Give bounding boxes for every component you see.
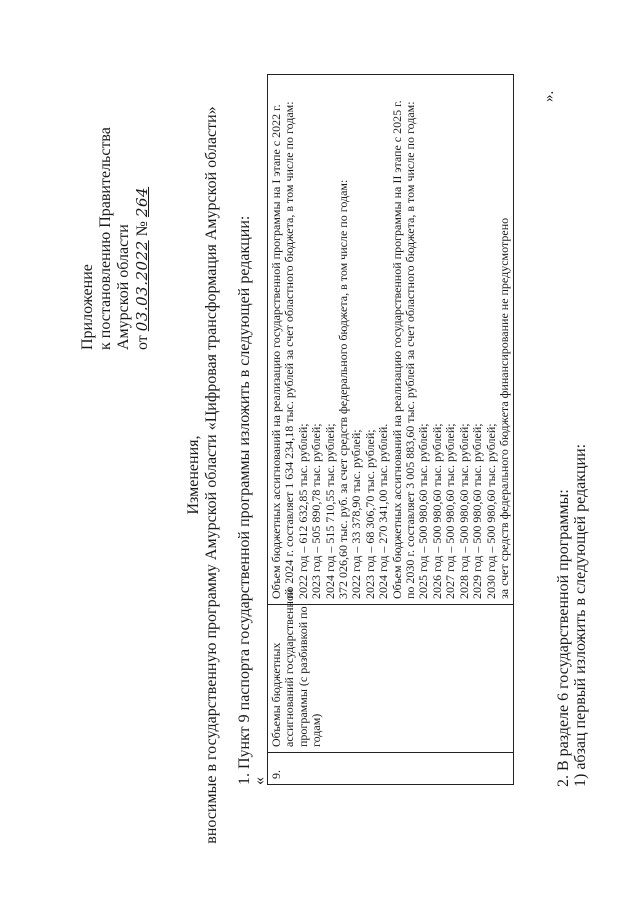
- content-line: 2028 год – 500 980,60 тыс. рублей;: [456, 423, 471, 599]
- row-name-line: программы (с разбивкой по: [295, 606, 310, 747]
- appendix-label: Приложение: [79, 264, 96, 350]
- content-line: 2023 год – 68 306,70 тыс. рублей;: [362, 429, 377, 599]
- content-line: Объем бюджетных ассигнований на реализацию государственной программы на I этапе с 2022 г.: [269, 104, 283, 599]
- content-line: 2024 год – 270 341,00 тыс. рублей.: [376, 423, 391, 599]
- date-prefix: от: [134, 335, 151, 350]
- content-line: 2022 год – 612 632,85 тыс. рублей;: [295, 423, 310, 599]
- region-name: Амурской области: [115, 224, 132, 350]
- row-name-cell: [268, 588, 514, 753]
- row-name-line: годам): [309, 713, 324, 747]
- row-number: 9.: [268, 753, 514, 785]
- handwritten-date: 03.03.2022: [133, 240, 151, 332]
- content-line: по 2024 г. составляет 1 634 234,18 тыс. рублей за счет областного бюджета, в том числе по годам:: [282, 101, 297, 599]
- content-line: 2026 год – 500 980,60 тыс. рублей;: [429, 423, 444, 599]
- item-1-text: 1. Пункт 9 паспорта государственной программы изложить в следующей редакции:: [236, 215, 253, 785]
- content-line: 372 026,60 тыс. руб. за счет средств федерального бюджета, в том числе по годам:: [336, 179, 351, 599]
- content-line: 2030 год – 500 980,60 тыс. рублей;: [483, 423, 498, 599]
- content-line: за счет средств федерального бюджета финансирование не предусмотрено: [496, 217, 511, 599]
- item-2-subitem: 1) абзац первый изложить в следующей редакции:: [572, 443, 589, 787]
- content-line: 2027 год – 500 980,60 тыс. рублей;: [443, 423, 458, 599]
- content-line: 2024 год – 515 710,55 тыс. рублей;: [322, 423, 337, 599]
- content-line: 2029 год – 500 980,60 тыс. рублей;: [470, 423, 485, 599]
- row-name-line: Объемы бюджетных: [269, 642, 283, 747]
- decree-reference: к постановлению Правительства: [97, 127, 114, 350]
- approval-block: [79, 30, 152, 350]
- content-line: Объем бюджетных ассигнований на реализацию государственной программы на II этапе с 2025 г.: [389, 100, 404, 599]
- number-label: №: [134, 221, 151, 237]
- content-line: по 2030 г. составляет 3 005 883,60 тыс. рублей за счет областного бюджета, в том числе по годам:: [403, 101, 418, 599]
- close-quote: ».: [541, 90, 557, 102]
- table-row: [268, 75, 514, 785]
- date-number-line: [133, 30, 152, 350]
- handwritten-number: 264: [133, 186, 151, 218]
- document-subtitle: вносимые в государственную программу Амурской области «Цифровая трансформация Амурской области»: [203, 106, 220, 844]
- row-name-line: ассигнований государственной: [282, 588, 297, 747]
- open-quote: «: [251, 777, 268, 785]
- content-line: 2025 год – 500 980,60 тыс. рублей;: [416, 423, 431, 599]
- item-2-heading: 2. В разделе 6 государственной программы:: [555, 489, 572, 787]
- content-line: 2023 год – 505 890,78 тыс. рублей;: [309, 423, 324, 599]
- row-content-cell: [268, 75, 514, 605]
- passport-table: [267, 74, 514, 785]
- content-line: 2022 год – 33 378,90 тыс. рублей;: [349, 429, 364, 599]
- document-title: Изменения,: [185, 435, 202, 515]
